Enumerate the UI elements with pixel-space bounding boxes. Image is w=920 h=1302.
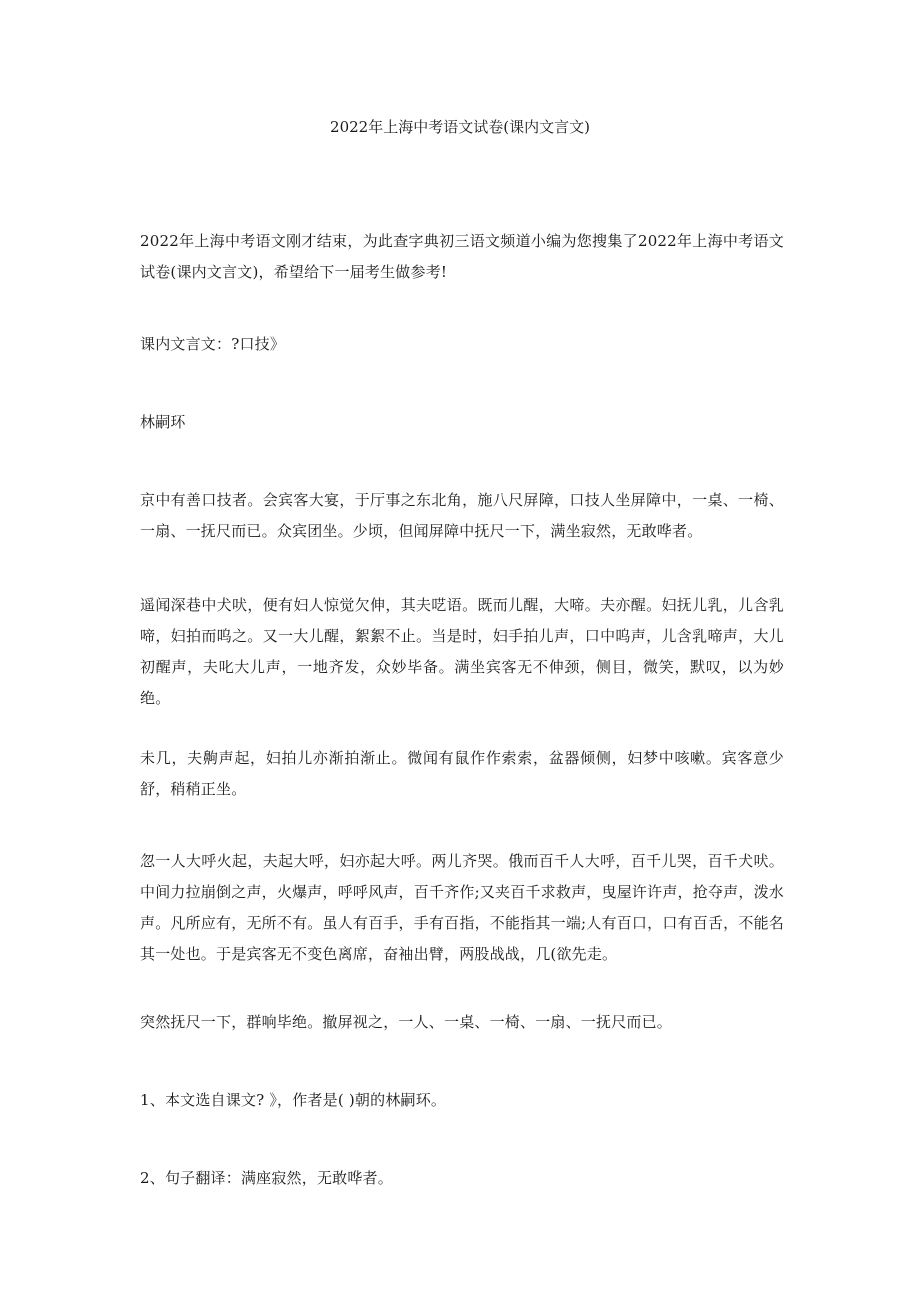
document-title: 2022年上海中考语文试卷(课内文言文) [330,118,590,136]
intro-paragraph: 2022年上海中考语文刚才结束，为此查字典初三语文频道小编为您搜集了2022年上海中考语文试卷(课内文言文)，希望给下一届考生做参考! [140,232,784,281]
question-item: 1、本文选自课文? 》，作者是( )朝的林嗣环。 [140,1091,447,1109]
text-heading: 课内文言文：?口技》 [140,335,286,353]
body-paragraph: 忽一人大呼火起，夫起大呼，妇亦起大呼。两儿齐哭。俄而百千人大呼，百千儿哭，百千犬吠。中间力拉崩倒之声，火爆声，呼呼风声，百千齐作;又夹百千求救声，曳屋许许声，抢夺声，泼水声。凡所应有，无所不有。虽人有百手，手有百指，不能指其一端;人有百口，口有百舌，不能名其一处也。于是宾客无不变色离席，奋袖出臂，两股战战，几(欲先走。 [140,852,784,963]
body-paragraph: 突然抚尺一下，群响毕绝。撤屏视之，一人、一桌、一椅、一扇、一抚尺而已。 [140,1013,673,1031]
author-name: 林嗣环 [140,413,186,431]
body-paragraph: 未几，夫齁声起，妇拍儿亦渐拍渐止。微闻有鼠作作索索，盆器倾侧，妇梦中咳嗽。宾客意少舒，稍稍正坐。 [140,749,784,798]
body-paragraph: 京中有善口技者。会宾客大宴，于厅事之东北角，施八尺屏障，口技人坐屏障中，一桌、一椅、一扇、一抚尺而已。众宾团坐。少顷，但闻屏障中抚尺一下，满坐寂然，无敢哗者。 [140,491,784,540]
question-item: 2、句子翻译：满座寂然，无敢哗者。 [140,1169,393,1187]
body-paragraph: 遥闻深巷中犬吠，便有妇人惊觉欠伸，其夫呓语。既而儿醒，大啼。夫亦醒。妇抚儿乳，儿含乳啼，妇拍而呜之。又一大儿醒，絮絮不止。当是时，妇手拍儿声，口中呜声，儿含乳啼声，大儿初醒声，夫叱大儿声，一地齐发，众妙毕备。满坐宾客无不伸颈，侧目，微笑，默叹，以为妙绝。 [140,596,784,707]
